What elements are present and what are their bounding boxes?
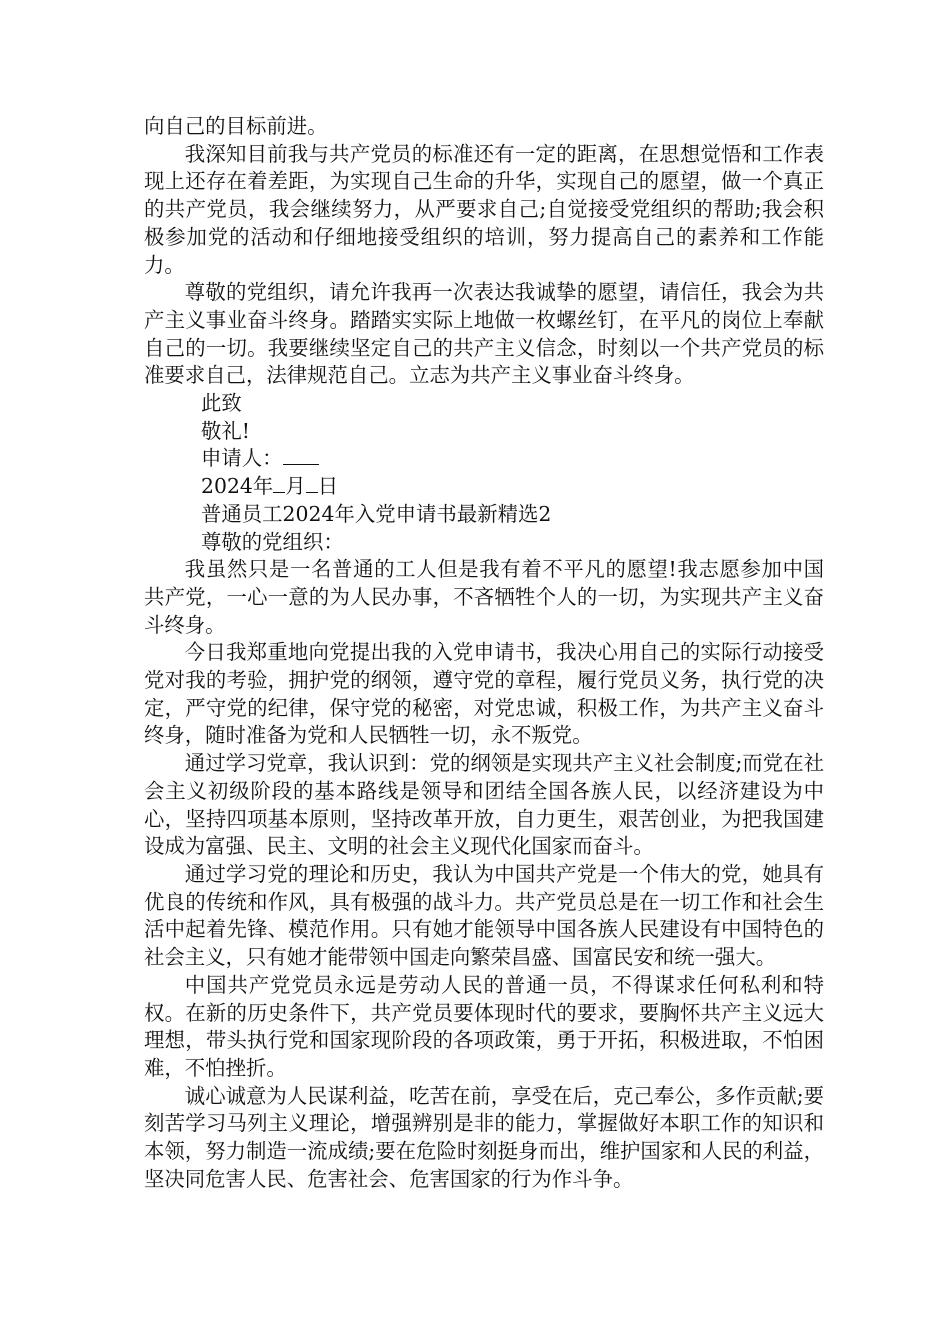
date-day: 日 [317, 474, 339, 499]
section-title: 普通员工2024年入党申请书最新精选2 [201, 501, 552, 526]
paragraph-application: 今日我郑重地向党提出我的入党申请书，我决心用自己的实际行动接受党对我的考验，拥护党的纲领，遵守党的章程，履行党员义务，执行党的决定，严守党的纪律，保守党的秘密，对党忠诚，积极工作，为共产主义奋斗终身，随时准备为党和人民牺牲一切，永不叛党。 [144, 640, 824, 748]
date-day-blank [306, 474, 318, 493]
applicant-blank [283, 446, 319, 465]
greeting: 尊敬的党组织： [201, 529, 344, 554]
paragraph-party-constitution: 通过学习党章，我认识到：党的纲领是实现共产主义社会制度;而党在社会主义初级阶段的基本路线是领导和团结全国各族人民，以经济建设为中心，坚持四项基本原则，坚持改革开放，自力更生，艰苦创业，为把我国建设成为富强、民主、文明的社会主义现代化国家而奋斗。 [144, 751, 824, 859]
paragraph-member-duty: 中国共产党党员永远是劳动人民的普通一员，不得谋求任何私利和特权。在新的历史条件下，共产党员要体现时代的要求，要胸怀共产主义远大理想，带头执行党和国家现阶段的各项政策，勇于开拓，积极进取，不怕困难，不怕挫折。 [144, 972, 824, 1080]
date-line [144, 473, 824, 501]
paragraph-self-assessment: 我深知目前我与共产党员的标准还有一定的距离，在思想觉悟和工作表现上还存在着差距，为实现自己生命的升华，实现自己的愿望，做一个真正的共产党员，我会继续努力，从严要求自己;自觉接受党组织的帮助;我会积极参加党的活动和仔细地接受组织的培训，努力提高自己的素养和工作能力。 [144, 141, 824, 277]
closing-respect: 敬礼! [201, 418, 250, 443]
applicant-label: 申请人： [201, 446, 283, 471]
paragraph-continued: 向自己的目标前进。 [144, 114, 328, 138]
paragraph-serve-people: 诚心诚意为人民谋利益，吃苦在前，享受在后，克己奉公，多作贡献;要刻苦学习马列主义理论，增强辨别是非的能力，掌握做好本职工作的知识和本领，努力制造一流成绩;要在危险时刻挺身而出，维护国家和人民的利益，坚决同危害人民、危害社会、危害国家的行为作斗争。 [144, 1083, 824, 1191]
paragraph-party-history: 通过学习党的理论和历史，我认为中国共产党是一个伟大的党，她具有优良的传统和作风，具有极强的战斗力。共产党员总是在一切工作和社会生活中起着先锋、模范作用。只有她才能领导中国各族人民建设有中国特色的社会主义，只有她才能带领中国走向繁荣昌盛、国富民安和统一强大。 [144, 861, 824, 970]
date-month: 月 [285, 474, 306, 499]
closing-salute: 此致 [201, 391, 242, 416]
date-year: 2024年 [201, 474, 274, 499]
applicant-line [144, 445, 824, 473]
date-month-blank [273, 474, 285, 493]
document-page [144, 113, 824, 1193]
paragraph-aspiration: 我虽然只是一名普通的工人但是我有着不平凡的愿望!我志愿参加中国共产党，一心一意的为人民办事，不吝牺牲个人的一切，为实现共产主义奋斗终身。 [144, 557, 824, 637]
paragraph-pledge: 尊敬的党组织，请允许我再一次表达我诚挚的愿望，请信任，我会为共产主义事业奋斗终身。踏踏实实际上地做一枚螺丝钉，在平凡的岗位上奉献自己的一切。我要继续坚定自己的共产主义信念，时刻以一个共产党员的标准要求自己，法律规范自己。立志为共产主义事业奋斗终身。 [144, 280, 824, 388]
